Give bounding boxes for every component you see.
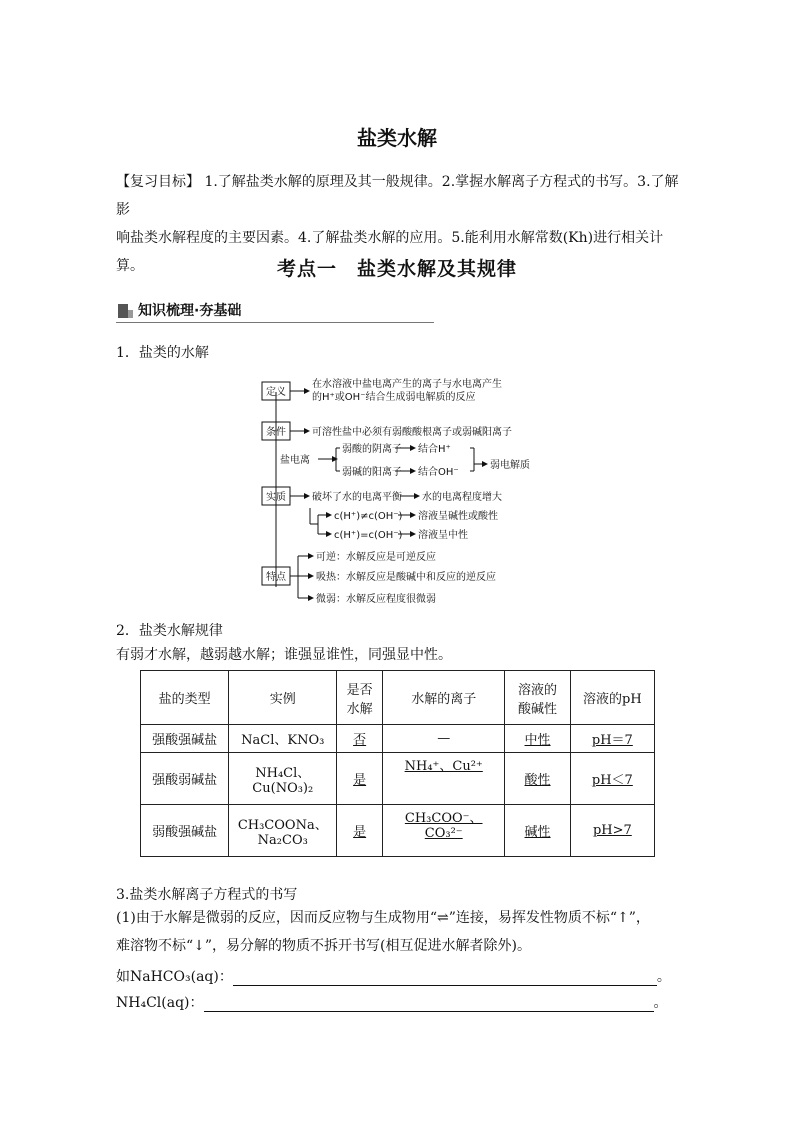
exercise-nh4cl-label: NH₄Cl(aq)： <box>116 995 204 1011</box>
exercise-nahco3-end: 。 <box>656 969 671 985</box>
box-definition: 定义 <box>266 387 286 398</box>
bookmark-icon <box>118 304 128 318</box>
equation-rule-line-2: 难溶物不标“↓”，易分解的物质不拆开书写(相互促进水解者除外)。 <box>116 938 531 954</box>
equation-rules <box>116 904 696 960</box>
cell-example: NH₄Cl、 Cu(NO₃)₂ <box>229 753 337 805</box>
knowledge-banner <box>116 300 434 323</box>
section-heading <box>0 254 794 281</box>
hydrolysis-rules-table <box>140 670 655 857</box>
cell-example: NaCl、KNO₃ <box>229 725 337 753</box>
answer-blank-nh4cl[interactable] <box>204 997 654 1012</box>
cell-acidity: 碱性 <box>505 805 570 857</box>
definition-line-1: 在水溶液中盐电离产生的离子与水电离产生 <box>312 379 502 390</box>
heading-rules: 2．盐类水解规律 <box>116 623 223 639</box>
heading-hydrolysis: 1．盐类的水解 <box>116 345 209 361</box>
col-acidity: 溶液的 酸碱性 <box>505 671 570 725</box>
exercise-nahco3-label: 如NaHCO₃(aq)： <box>116 969 233 985</box>
review-text-2: 响盐类水解程度的主要因素。4.了解盐类水解的应用。5.能利用水解常数(Kh)进行相关计算。 <box>116 230 664 274</box>
review-tag: 【复习目标】 <box>116 174 200 190</box>
section-title: 盐类水解及其规律 <box>357 258 518 280</box>
condition-text: 可溶性盐中必须有弱酸酸根离子或弱碱阳离子 <box>312 427 512 438</box>
cell-acidity: 酸性 <box>505 753 570 805</box>
cell-hydrolyzes: 是 <box>337 805 383 857</box>
concentration-equal: c(H⁺)=c(OH⁻) <box>334 530 403 541</box>
feature-reversible: 可逆：水解反应是可逆反应 <box>316 552 436 563</box>
concentration-unequal: c(H⁺)≠c(OH⁻) <box>334 511 403 522</box>
exercise-nahco3 <box>116 966 676 986</box>
cell-salt-type: 强酸弱碱盐 <box>141 753 229 805</box>
bind-h-plus: 结合H⁺ <box>418 444 451 455</box>
bind-oh-minus: 结合OH⁻ <box>418 467 459 478</box>
table-row <box>141 725 655 753</box>
cell-hydrolyzes: 是 <box>337 753 383 805</box>
unequal-result: 溶液呈碱性或酸性 <box>418 511 498 522</box>
cell-example: CH₃COONa、 Na₂CO₃ <box>229 805 337 857</box>
answer-blank-nahco3[interactable] <box>233 971 657 986</box>
exercise-nh4cl <box>116 992 676 1012</box>
table-row <box>141 753 655 805</box>
cell-ph: pH>7 <box>570 805 654 857</box>
cell-hydrolyzes: 否 <box>337 725 383 753</box>
col-example: 实例 <box>229 671 337 725</box>
box-feature: 特点 <box>266 572 286 583</box>
cell-acidity: 中性 <box>505 725 570 753</box>
salt-ionization-label: 盐电离 <box>280 455 310 466</box>
col-hydrolyzed-ion: 水解的离子 <box>383 671 505 725</box>
feature-weak: 微弱：水解反应程度很微弱 <box>316 594 436 605</box>
weak-acid-anion: 弱酸的阴离子 <box>342 444 402 455</box>
exercise-nh4cl-end: 。 <box>653 995 668 1011</box>
table-header-row <box>141 671 655 725</box>
box-condition: 条件 <box>266 427 286 438</box>
cell-ph: pH＝7 <box>570 725 654 753</box>
rule-summary: 有弱才水解，越弱越水解；谁强显谁性，同强显中性。 <box>116 647 452 663</box>
hydrolysis-concept-diagram <box>250 372 550 612</box>
cell-ion: — <box>383 725 505 753</box>
section-number: 考点一 <box>276 258 337 280</box>
definition-line-2: 的H⁺或OH⁻结合生成弱电解质的反应 <box>312 392 476 403</box>
col-salt-type: 盐的类型 <box>141 671 229 725</box>
equation-rule-line-1: (1)由于水解是微弱的反应，因而反应物与生成物用“⇌”连接，易挥发性物质不标“↑”， <box>116 910 650 926</box>
heading-equation-writing: 3.盐类水解离子方程式的书写 <box>116 887 298 903</box>
equal-result: 溶液呈中性 <box>418 530 468 541</box>
cell-ph: pH＜7 <box>570 753 654 805</box>
table-row <box>141 805 655 857</box>
box-essence: 实质 <box>266 492 286 503</box>
review-text-1: 1.了解盐类水解的原理及其一般规律。2.掌握水解离子方程式的书写。3.了解影 <box>116 174 679 218</box>
banner-label: 知识梳理·夯基础 <box>138 303 242 319</box>
cell-salt-type: 强酸强碱盐 <box>141 725 229 753</box>
feature-endothermic: 吸热：水解反应是酸碱中和反应的逆反应 <box>316 572 496 583</box>
cell-ion: NH₄⁺、Cu²⁺ <box>383 753 505 805</box>
essence-result: 水的电离程度增大 <box>422 492 502 503</box>
col-hydrolyzes: 是否 水解 <box>337 671 383 725</box>
page-title: 盐类水解 <box>357 126 437 150</box>
cell-ion: CH₃COO⁻、CO₃²⁻ <box>383 805 505 857</box>
cell-salt-type: 弱酸强碱盐 <box>141 805 229 857</box>
col-ph: 溶液的pH <box>570 671 654 725</box>
essence-text: 破坏了水的电离平衡 <box>312 492 402 503</box>
weak-base-cation: 弱碱的阳离子 <box>342 467 402 478</box>
weak-electrolyte: 弱电解质 <box>490 460 530 471</box>
bookmark-tab-icon <box>128 310 133 318</box>
